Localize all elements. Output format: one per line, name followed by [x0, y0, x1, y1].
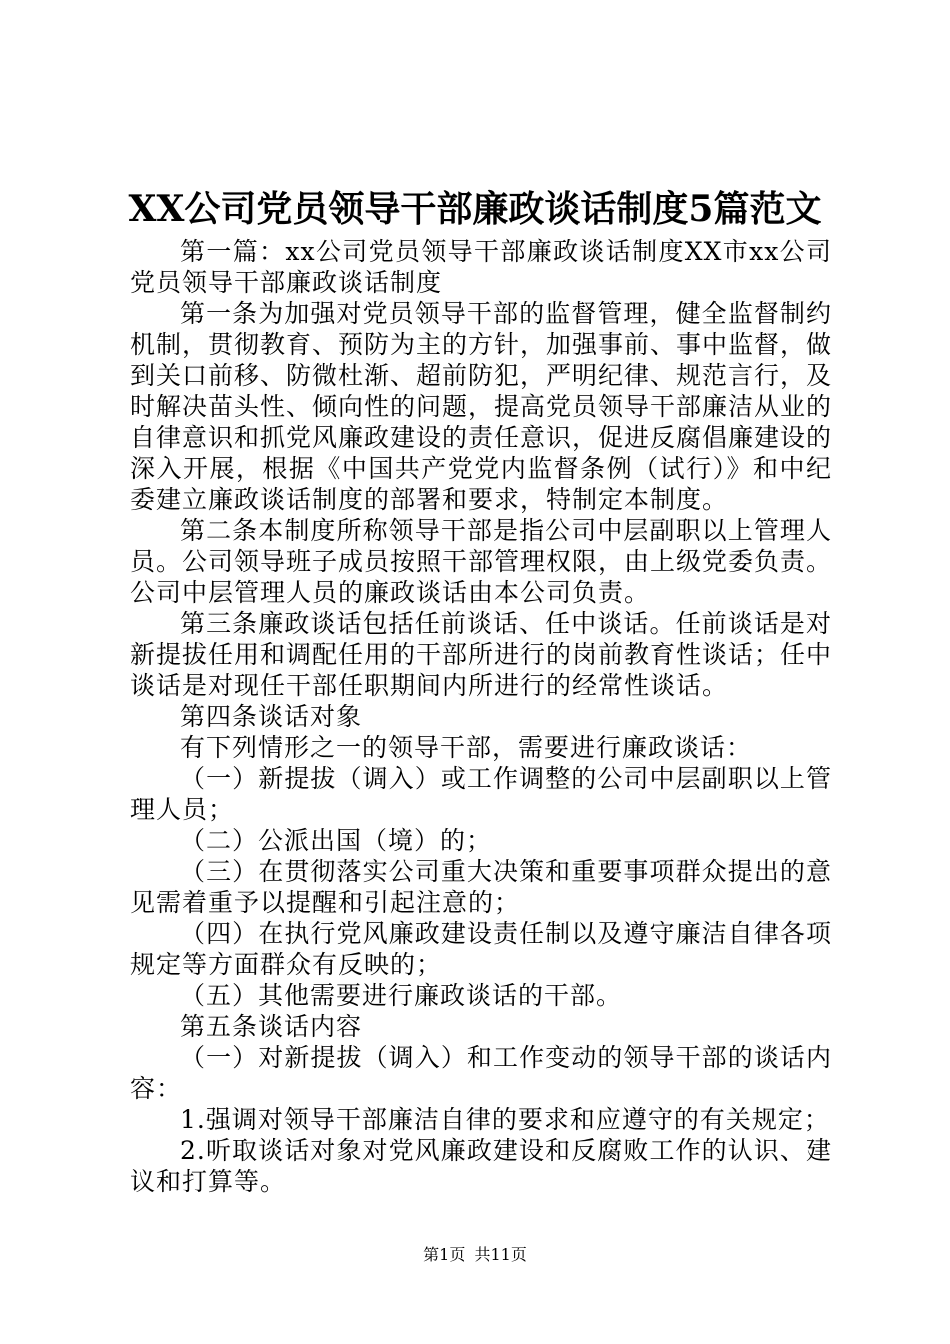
paragraph-article-5-item-1: （一）对新提拔（调入）和工作变动的领导干部的谈话内容：	[130, 1043, 832, 1103]
page-footer	[0, 1244, 950, 1266]
paragraph-article-2: 第二条本制度所称领导干部是指公司中层副职以上管理人员。公司领导班子成员按照干部管理权限，由上级党委负责。公司中层管理人员的廉政谈话由本公司负责。	[130, 516, 833, 607]
document-title: XX公司党员领导干部廉政谈话制度5篇范文	[128, 188, 822, 230]
paragraph-article-1: 第一条为加强对党员领导干部的监督管理，健全监督制约机制，贯彻教育、预防为主的方针，加强事前、事中监督，做到关口前移、防微杜渐、超前防犯，严明纪律、规范言行，及时解决苗头性、倾向性的问题，提高党员领导干部廉洁从业的自律意识和抓党风廉政建设的责任意识，促进反腐倡廉建设的深入开展，根据《中国共产党党内监督条例（试行）》和中纪委建立廉政谈话制度的部署和要求，特制定本制度。	[130, 299, 833, 514]
paragraph-article-4-lead: 有下列情形之一的领导干部，需要进行廉政谈话：	[180, 733, 753, 762]
list-item-1: （一）新提拔（调入）或工作调整的公司中层副职以上管理人员；	[130, 764, 832, 824]
numbered-item-2: 2.听取谈话对象对党风廉政建设和反腐败工作的认识、建议和打算等。	[130, 1136, 832, 1196]
list-item-5: （五）其他需要进行廉政谈话的干部。	[180, 981, 623, 1010]
paragraph-article-3: 第三条廉政谈话包括任前谈话、任中谈话。任前谈话是对新提拔任用和调配任用的干部所进行的岗前教育性谈话；任中谈话是对现任干部任职期间内所进行的经常性谈话。	[130, 609, 833, 700]
list-item-4: （四）在执行党风廉政建设责任制以及遵守廉洁自律各项规定等方面群众有反映的；	[130, 919, 832, 979]
paragraph-article-5-heading: 第五条谈话内容	[180, 1012, 363, 1041]
paragraph-article-4-heading: 第四条谈话对象	[180, 702, 363, 731]
list-item-2: （二）公派出国（境）的；	[180, 826, 493, 855]
numbered-item-1: 1.强调对领导干部廉洁自律的要求和应遵守的有关规定；	[180, 1105, 830, 1134]
page-total: 共11页	[474, 1245, 527, 1264]
paragraph-intro: 第一篇：xx公司党员领导干部廉政谈话制度XX市xx公司党员领导干部廉政谈话制度	[130, 237, 832, 297]
document-body	[130, 236, 832, 1197]
list-item-3: （三）在贯彻落实公司重大决策和重要事项群众提出的意见需着重予以提醒和引起注意的；	[130, 857, 832, 917]
page-number: 第1页	[423, 1245, 466, 1264]
